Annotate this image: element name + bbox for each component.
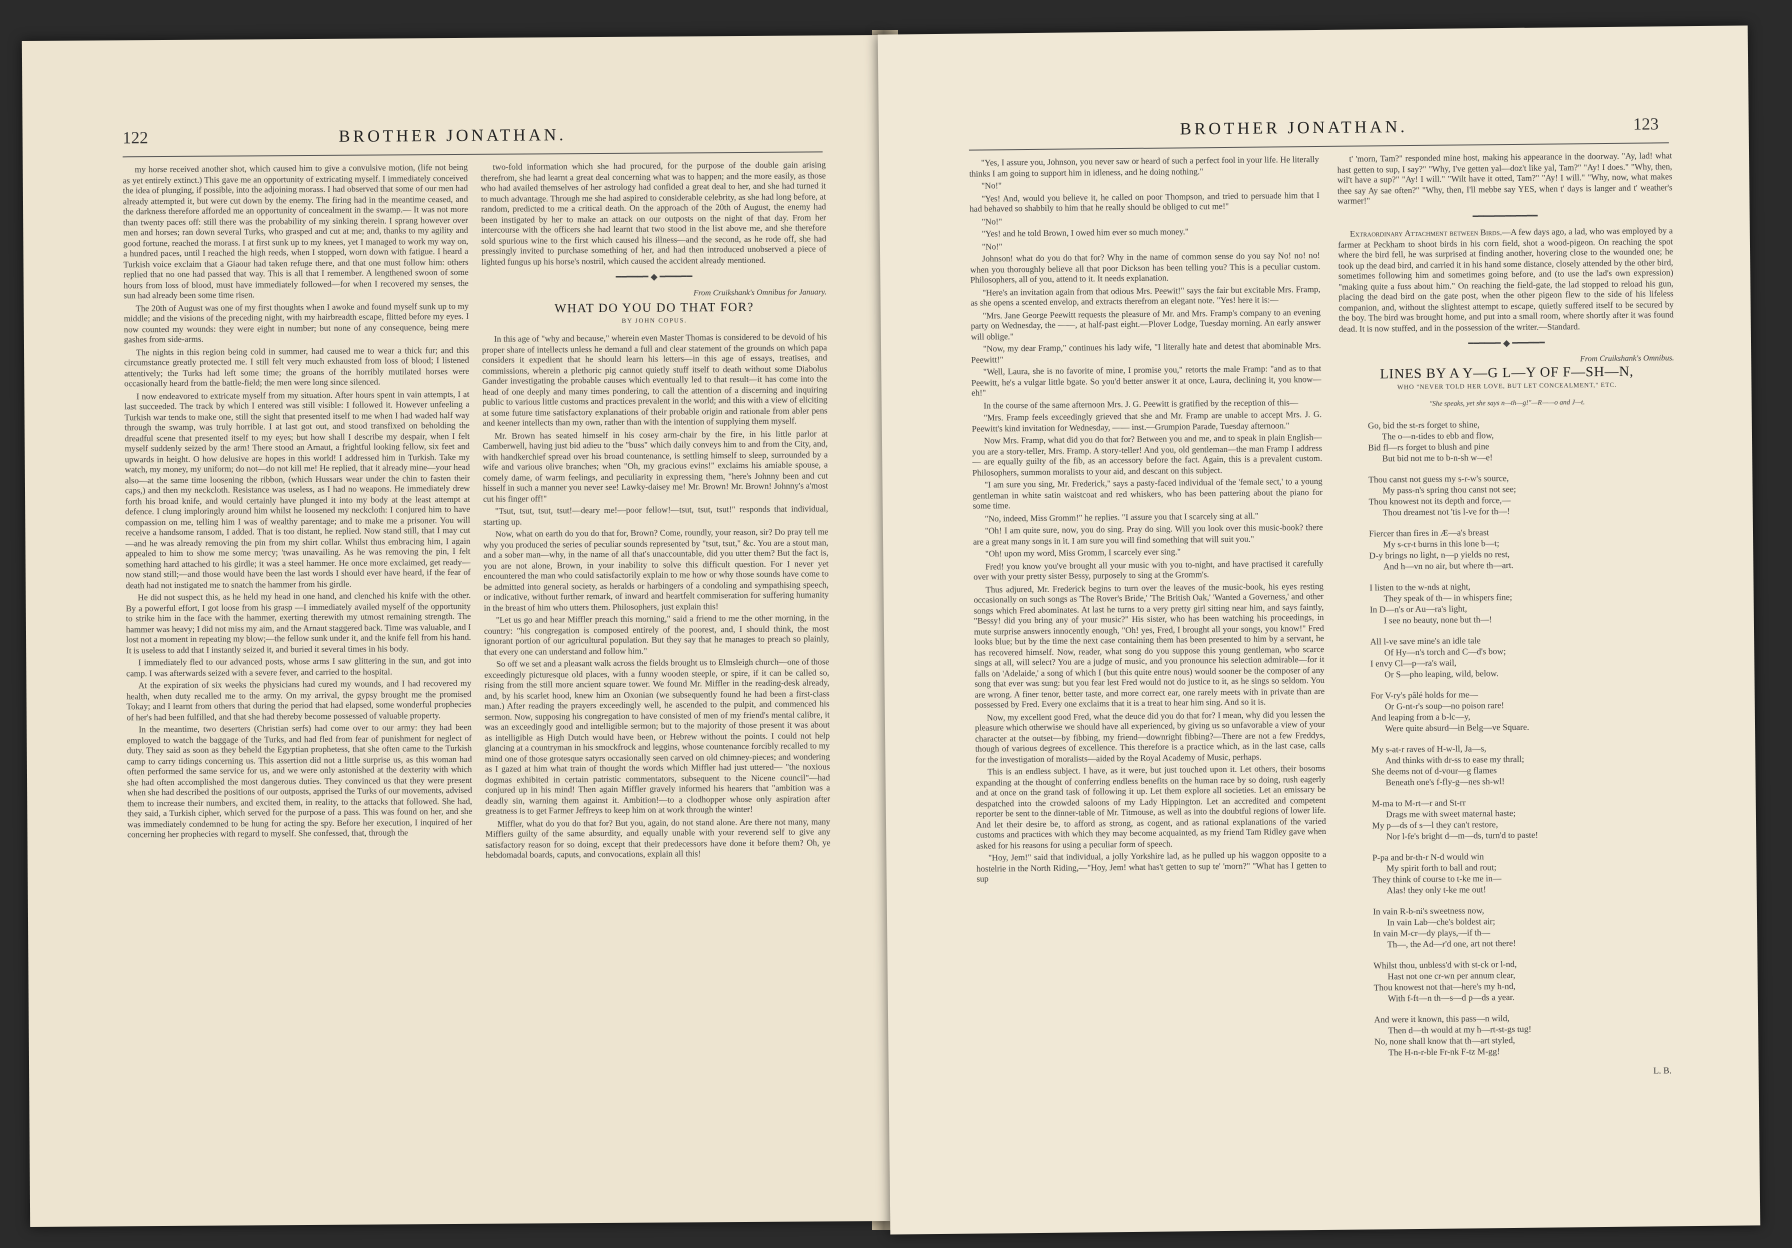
poem-line: Thou dreamest not 'tis l-ve for th—! [1382,505,1510,517]
right-header [879,113,1749,150]
article-title: WHAT DO YOU DO THAT FOR? [554,299,755,316]
poem-line: Or S—pho leaping, wild, below. [1384,667,1499,679]
poem-source: From Cruikshank's Omnibus. [1580,352,1675,363]
ornament-divider: ━━━━━━━━━━━━ [1472,210,1538,221]
poem-stanza [1369,579,1676,626]
paragraph: "Oh! I am quite sure, now, you do sing. Pray do sing. Will you look over this music-book? there are a great many songs in it. I am sure you will find something that will suit you." [972,521,1323,547]
poem-line: In vain M-cr—dy plays,—if th— [1373,926,1491,938]
paragraph: t' 'morn, Tam?" responded mine host, making his appearance in the doorway. "Ay, lad! what hast getten to sup, I say?" "Why, I've getten yal—doz't like yal, Tam?" "Ay! I does." "Why, then, wil't have a sup?" "Ay! I will." "Wilt have it otted, Tam?" "Ay! I will." "Why, now, what makes thee say Ay sae often?" "Why, then, I'll mebbe say YES, when t' days is langer and t' weather's warmer!" [1337,150,1673,206]
paragraph: Johnson! what do you do that for? Why in the name of common sense do you say No! no! no! when you thoroughly believe all that poor Dickson has been telling you? This is a peculiar custom. Philosophers, all of you, attend to it. It needs explanation. [970,249,1321,285]
paragraph: In the meantime, two deserters (Christian serfs) had come over to our army: they had been employed to watch the baggage of the Turks, and had fled from fear of punishment for neglect of duty. They said as soon as they beheld the Egyptian prophetess, that she often came to the Turkish camp to carry tidings concerning us. This assertion did not a little surprise us, as this woman had often performed the same service for us, and we were only astonished at the dexterity with which she had often accomplished the most dangerous duties. They convinced us that they were present when she had described the positions of our outposts, apprised the Turks of our movements, advised them to increase their numbers, and excited them, in reality, to the attacks that followed. She had, they said, a Turkish cipher, which served for the purpose of a pass. This was found on her, and she was immediately condemned to be hung for acting the spy. Before her execution, I inquired of her concerning her prophecies with regard to myself. She confessed, that, through the [126,721,473,840]
paragraph: "No!" [981,240,1003,252]
birds-paragraph [1338,225,1674,334]
poem-line: Of Hy—n's torch and C—d's bow; [1384,645,1506,657]
poem-line: My s-at-r raves of H-w-ll, Ja—s, [1371,742,1487,754]
birds-text: —A few days ago, a lad, who was employed by a farmer at Peckham to shoot birds in his corn field, shot a wood-pigeon. On reaching the spot where the bird fell, he was surprised at finding another, hovering close to the wounded one; he took up the dead bird, and carried it in his hand some distance, closely attended by the other bird, sometimes following him and sometimes going before, and (to use the lad's own expression) "making quite a fuss about him." On reaching the field-gate, the lad stopped to reload his gun, placing the dead bird on the gate post, when the other pigeon flew to the side of his lifeless companion, and, without the slightest attempt to escape, quietly suffered itself to be secured by the boy. The bird was brought home, and put into a small room, where shortly after it was found dead. It is now stuffed, and in the possession of the writer.—Standard. [1337,225,1674,334]
poem-line: Th—, the Ad—r'd one, art not there! [1387,937,1516,949]
poem-line: And thinks with dr-ss to ease my thrall; [1385,753,1525,765]
poem-line: For V-ry's pâlé holds for me— [1370,688,1479,700]
paragraph: Thus adjured, Mr. Frederick begins to turn over the leaves of the music-book, his eyes resting occasionally on such songs as 'The Rover's Bride,' 'The British Oak,' 'Wanted a Governess,' and other songs which Fred abominates. At last he turns to a very pretty girl sitting near him, and says faintly, "Bessy! did you bring any of your music?" His sister, who has been watching his proceedings, in mute surprise answers innocently enough, "Oh! yes, Fred, I brought all your songs, you know!" Fred looks blue; but by the time the next case containing them has been presented to him by a servant, he has recovered himself. Now, reader, what song do you suppose this young gentleman, who scarce sings at all, will select? You are a judge of music, and you pronounce his selection admirable—for it falls on 'Adelaide,' a song of which I (but this quite entre nous) would sooner be the composer of any song that ever was sung: but you fear lest Fred would not do justice to it, as he sings so seldom. You are wrong. A finer tenor, better taste, and more correct ear, one rarely meets with in private than are possessed by Fred. Every one exclaims that it is a treat to hear him sing. And so it is. [973,580,1325,710]
poem-line: And h—vn no air, but where th—art. [1383,559,1514,571]
poem-line: They speak of th— in whispers fine; [1383,591,1513,603]
ornament-divider: ━━━━━━ ◆ ━━━━━━ [1468,337,1545,349]
paragraph: This is an endless subject. I have, as it were, but just touched upon it. Let others, their bosoms expanding at the thought of conferring endless benefits on the human race by so doing, rush eagerly and at once on the grand task of following it up. Let them explore all societies. Let an emissary be despatched into the crowded saloons of my Lady Hippington. Let an accredited and competent reporter be sent to the dinner-table of Mr. Titmouse, as well as into the doubtful regions of lower life. And let their desire be, to afford as strong, as cogent, and as rational explanations of the varied customs and practices with which they may become acquainted, as my friend Tam Ridley gave when asked for his reasons for using a peculiar form of speech. [975,762,1327,851]
poem-epigraph: "She speaks, yet she says n—th—g!"—R——o and J—t. [1429,398,1585,408]
right-page-number: 123 [1633,114,1659,134]
birds-heading: Extraordinary Attachment between Birds. [1349,227,1503,239]
poem-line: I see no beauty, none but th—! [1383,613,1493,625]
poem-line: P-pa and br-th-r N-d would win [1372,850,1484,862]
paragraph: "Mrs. Jane George Peewitt requests the pleasure of Mr. and Mrs. Framp's company to an evening party on Wednesday, the ——, at half-past eight.—Plover Lodge, Tuesday morning. An early answer will oblige." [970,306,1321,342]
article-byline: BY JOHN COPUS. [621,316,687,325]
paragraph: Now, what on earth do you do that for, Brown? Come, roundly, your reason, sir? Do pray tell me why you produced the series of peculiar sounds represented by "tsut, tsut," &c. You are a stout man, and a sober man—why, in the name of all that's unaccountable, did you utter them? But the fact is, you are not alone, Brown, in your inability to solve this difficult question. For I never yet encountered the man who could satisfactorily explain to me how or why those sounds have come to be admitted into general society, as heralds or harbingers of a condoling and sympathising speech, or indicative, without further remark, of inward and heartfelt commiseration for suffering humanity in the breast of him who utters them. Philosophers, just explain this! [483,526,829,613]
poem-line: Bid fl—rs forget to blush and pine [1368,440,1490,452]
poem-line: My pass-n's spring thou canst not see; [1382,483,1517,495]
poem-stanza [1373,903,1680,950]
right-running-head: BROTHER JONATHAN. [1179,117,1408,139]
paragraph: "Yes, I assure you, Johnson, you never saw or heard of such a perfect fool in your life. He literally thinks I am going to support him in idleness, and he doing nothing." [969,153,1320,179]
poem-line: No, none shall know that th—art styled, [1374,1034,1516,1046]
poem-line: But bid not me to b-n-sh w—e! [1382,451,1493,463]
article-source: From Cruikshank's Omnibus for January. [693,286,827,297]
poem-stanza [1372,795,1679,842]
poem-line: Or G-nt-r's soup—no poison rare! [1384,699,1505,711]
poem-line: Thou knowest not its depth and force,— [1368,494,1511,506]
right-column-2 [1337,150,1683,1203]
poem-line: Nor l-fe's bright d—m—ds, turn'd to paste! [1386,829,1539,841]
poem-line: I envy Cl—p—ra's wail, [1370,657,1457,668]
poem-line: Then d—th would at my h—rt-st-gs tug! [1388,1023,1532,1035]
poem-line: Go, bid the st-rs forget to shine, [1367,418,1480,430]
paragraph: Now, my excellent good Fred, what the deuce did you do that for? I mean, why did you lessen the pleasure which otherwise we should have all experienced, by giving us so unfavorable a view of your character at the outset—by fibbing, my friend—downright fibbing?—There are not a few Freddys, though of various degrees of excellence. This therefore is a practice which, as in the last case, calls for the investigation of moralists—aided by the Royal Academy of Music, perhaps. [974,708,1326,765]
paragraph: "Hoy, Jem!" said that individual, a jolly Yorkshire lad, as he pulled up his waggon opposite to a hostelrie in the North Riding,—"Hoy, Jem! what has't getten to sup te' 'morn?" "What has I getten to sup [976,848,1327,884]
paragraph: "Tsut, tsut, tsut, tsut!—deary me!—poor fellow!—tsut, tsut, tsut!" responds that individual, starting up. [483,503,829,527]
paragraph: Now Mrs. Framp, what did you do that for? Between you and me, and to speak in plain English—you are a story-teller, Mrs. Framp. A story-teller! And you, old gentleman—the man Framp I address— are equally guilty of the fib, as an accessory before the fact. Again, this is a prevalent custom. Philosophers, summon moralists to your aid, and descant on this subject. [972,431,1323,478]
paragraph: "Well, Laura, she is no favorite of mine, I promise you," retorts the male Framp: "and as to that Peewitt, he's a vulgar little bgate. So you'd better answer it at once, Laura, declining it, you know—eh!" [971,362,1322,398]
right-page [878,25,1761,1234]
poem-title: LINES BY A Y—G L—Y OF F—SH—N, [1379,364,1634,383]
paragraph: two-fold information which she had procured, for the purpose of the double gain arising therefrom, she had learnt a great deal concerning what was to happen; and the more easily, as those who had availed themselves of her astrology had confided a great deal to her, and she had turned it to much advantage. Through me she had aspired to considerable celebrity, as she had long before, at random, predicted to me a critical death. On the approach of the 20th of August, the enemy had been instigated by her to make an attack on our outposts on the night of that day. From her intercourse with the officers she had learnt that two stood in the list above me, and she therefore sold spurious wine to the first which caused his illness—and the second, as he rode off, she had pressingly invited to purchase something of her, and had then introduced unobserved a piece of lighted fungus up his horse's nostril, which caused the accident already mentioned. [480,159,827,267]
poem-stanza [1372,849,1679,896]
paragraph: "Mrs. Framp feels exceedingly grieved that she and Mr. Framp are unable to accept Mrs. J. G. Peewitt's kind invitation for Wednesday, —— inst.—Grumpion Parade, Tuesday afternoon." [971,408,1322,434]
paragraph: "No!" [981,215,1003,227]
poem-line: In vain R-b-ni's sweetness now, [1372,904,1485,916]
paragraph: "Now, my dear Framp," continues his lady wife, "I literally hate and detest that abominable Mrs. Peewitt!" [971,339,1322,365]
paragraph: Miffler, what do you do that for? But you, again, do not stand alone. Are there not many, many Mifflers guilty of the same absurdity, and equally unable with your reverend self to give any satisfactory reason for so doing, except that their predecessors have done it before them? Oh, ye hebdomadal boards, caputs, and convocations, explain all this! [485,815,831,860]
left-column-1 [123,162,475,1204]
poem-line: The o—n-tides to ebb and flow, [1381,429,1494,441]
poem-stanza [1371,687,1678,734]
paragraph: "No!" [981,180,1002,191]
poem-line: Were quite absurd—in Belg—ve Square. [1384,721,1530,733]
ornament-divider: ━━━━━━ ◆ ━━━━━━ [615,271,693,282]
poem-line: Beneath one's f-fly-g—nes sh-wl! [1385,775,1505,787]
paragraph: "Oh! upon my word, Miss Gromm, I scarcely ever sing." [985,546,1181,559]
paragraph: In this age of "why and because," wherein even Master Thomas is considered to be devoid of his proper share of intellects unless he demand a full and clear statement of the grounds on which papa considers it expedient that he should learn his letters—in this age of essays, treatises, and commissions, wherein a plethoric pig cannot quietly stuff itself to death without some Diabolus Gander investigating the probable causes which eventually led to that result—it has come into the head of one deeply and many times pondering, to call the attention of a discerning and inquiring public to various little customs and practices prevalent in the world; and this with a view of eliciting at some future time satisfactory explanations of their probable origin and rationale from abler pens and keener intellects than my own, rather than with the intention of supplying them myself. [481,331,828,428]
poem-stanza [1371,741,1678,788]
paragraph: "Here's an invitation again from that odious Mrs. Peewit!" says the fair but excitable Mrs. Framp, as she opens a scented envelop, and extracts therefrom an elegant note. "Yes! here it is:— [970,283,1321,308]
right-column-1 [969,154,1330,1208]
paragraph: "Let us go and hear Miffler preach this morning," said a friend to me the other morning, in the country: "his congregation is composed entirely of the poorest, and, I should think, the most ignorant portion of our agricultural population. But they say that he manages to preach so plainly, that every one can understand and follow him." [483,612,830,657]
paragraph: He did not suspect this, as he held my head in one hand, and clenched his knife with the other. By a powerful effort, I got loose from his grasp —I immediately availed myself of the opportunity to strike him in the face with the hammer, exerting therewith my utmost remaining strength. The hammer was heavy; I did not miss my aim, and the Arnaut staggered back. Time was valuable, and I lost not a moment in repeating my blow;—the fellow sunk under it, and the knife fell from his hand. It is useless to add that I instantly seized it, and buried it several times in his body. [125,589,472,655]
paragraph: "I am sure you sing, Mr. Frederick," says a pasty-faced individual of the 'female sect,' to a young gentleman in white satin waistcoat and red whiskers, who has been pattering about the piano for some time. [972,475,1323,511]
poem-line: Thou canst not guess my s-r-w's source, [1368,472,1509,484]
poem-stanza [1373,957,1680,1004]
paragraph: In the course of the same afternoon Mrs. J. G. Peewitt is gratified by the reception of this— [983,396,1299,410]
paragraph: At the expiration of six weeks the physicians had cured my wounds, and I had recovered my health, when duty recalled me to the army. On my arrival, the gypsy brought me the promised Tokay; and I learnt from others that during the period that had elapsed, some wonderful prophecies of her's had been fulfilled, and that she had thereby become possessed of valuable property. [126,677,472,722]
paragraph: I now endeavored to extricate myself from my situation. After hours spent in vain attempts, I at last succeeded. The track by which I entered was still visible: I followed it. However unfeeling a Turkish war tends to make one, still the sight that presented itself to me when I had waded half way through the swamp, was truly horrible. I at last got out, and stood transfixed on beholding the dreadful scene that presented itself to my eyes; but how shall I describe my despair, when I felt myself suddenly seized by the arm! There stood an Arnaut, a frightful looking fellow, six feet and upwards in height. O how delusive are hopes in this world! I addressed him in Turkish. Take my watch, my money, my uniform; do not—do not kill me! He replied, that it already mine—your head also—at the same time loosening the ribbon, (which Hussars wear under the chin to fasten their caps,) and then my neckcloth. Resistance was useless, as I had no weapons. He immediately drew forth his broad knife, and would certainly have plunged it into my body at the least attempt at defence. I clung imploringly around him whilst he loosened my neckcloth: I conjured him to have compassion on me, telling him I was of wealthy parentage; and to make me a prisoner. You will receive a handsome ransom, I added. That is too distant, he replied. Now stand still, that I may cut—and he was already removing the pin from my shirt collar. Whilst thus embracing him, I again appealed to him to show me some mercy; 'twas unavailing. As he was removing the pin, I felt something hard attached to his girdle; it was a steel hammer. He once more exclaimed, get ready—now stand still;—and those would have been the last words I should ever have heard, if the fear of death had not instigated me to snatch the hammer from his girdle. [124,388,471,590]
poem-line: My spirit forth to ball and rout; [1386,861,1497,873]
poem-line: Fiercer than fires in Æ—a's breast [1368,526,1490,538]
poem-line: They think of course to t-ke me in— [1372,872,1502,884]
poem-line: She deems not of d-vour—g flames [1371,764,1497,776]
poem-signature: L. B. [1653,1064,1672,1076]
left-page [22,35,890,1227]
left-running-head: BROTHER JONATHAN. [338,125,567,146]
poem-line: Hast not one cr-wn per annum clear, [1387,969,1516,981]
paragraph: The 20th of August was one of my first thoughts when I awoke and found myself sunk up to my middle; and the visions of the preceding night, with my hairbreadth escape, flitted before my eyes. I now counted my wounds: they were eight in number; but none of any consequence, being mere gashes from side-arms. [123,300,469,345]
poem-line: Thou knowest not that—here's my h-nd, [1373,980,1516,992]
poem-line: And were it known, this pass—n wild, [1374,1012,1510,1024]
poem-line: D-y brings no light, n—p yields no rest, [1369,548,1510,560]
poem-subtitle: WHO "NEVER TOLD HER LOVE, BUT LET CONCEALMENT," ETC. [1397,381,1617,391]
poem-line: My s-cr-t burns in this lone b—t; [1383,537,1500,549]
left-page-number: 122 [122,128,149,148]
paragraph: "Yes! And, would you believe it, he called on poor Thompson, and tried to persuade him that I had behaved so shabbily to him that he really should be obliged to cut me!" [969,189,1320,214]
poem-line: In D—n's or Au—ra's light, [1369,602,1468,614]
poem-stanza [1368,471,1675,518]
poem-line: In vain Lab—che's boldest air; [1387,915,1496,927]
paragraph: my horse received another shot, which caused him to give a convulsive motion, (life not being as yet entirely extinct.) This gave me an opportunity of extricating myself. I immediately conceived the idea of plunging, if possible, into the adjoining morass. I had observed that some of our men had already attempted it, but were cut down by the enemy. The firing had in the meantime ceased, and the darkness therefore afforded me an opportunity of concealment in the swamp.— It was not more than twenty paces off: still there was the probability of my sinking therein. I sprang however over men and horses; ran down several Turks, who grasped and cut at me; and, thanks to my agility and good fortune, reached the morass. I at first sunk up to my knees, yet I managed to work my way on, a hundred paces, until I reached the high reeds, when I stopped, worn down with fatigue. I heard a Turkish voice exclaim that a Giaour had taken refuge there, and that one must follow him: others replied that no one had passed that way. This is all that I remember. A lengthened swoon of some hours from loss of blood, must have immediately followed—for when I recovered my senses, the sun had already been some time risen. [122,161,469,301]
poem-stanza [1368,417,1675,464]
paragraph: "No, indeed, Miss Gromm!" he replies. "I assure you that I scarcely sing at all." [984,510,1259,523]
poem-stanza [1369,525,1676,572]
poem-line: The H-n-r-ble Fr-nk F-tz M-gg! [1388,1045,1501,1057]
paragraph: So off we set and a pleasant walk across the fields brought us to Elmsleigh church—one of those exceedingly picturesque old places, with a funny wooden steeple, or spire, if it can be called so, rising from the still more ancient square tower. We found Mr. Miffler in the reading-desk already, and, by his scarlet hood, knew him an Oxonian (we subsequently found he had been a first-class man.) After reading the prayers exceedingly well, he ascended to the pulpit, and commenced his sermon. Now, supposing his congregation to have consisted of men of my friend's mental calibre, it was an exceedingly good and intelligible sermon; but to the majority of those present it was about as intelligible as High Dutch would have been, or Hebrew without the points. I could not help glancing at a countryman in his smockfrock and leggins, whose countenance forcibly recalled to my mind one of those grotesque satyrs occasionally seen carved on old chimney-pieces; and wondering as I gazed at him what train of thought the words which Miffler had just uttered— "the noxious dogmas exhibited in certain patristic commentators, subsequent to the Nicene council"—had conjured up in his mind! Then again Miffler gravely informed his hearers that "ambition was a deadly sin, warning them against it. Ambition!—to a clodhopper whose only aspiration after greatness is to get Farmer Jeffreys to keep him on at work through the winter! [484,656,831,816]
poem-line: With f-ft—n th—s—d p—ds a year. [1387,991,1515,1003]
poem-line: M-ma to M-rt—r and St-rr [1371,796,1466,808]
paragraph: "Yes! and he told Brown, I owed him ever so much money." [981,226,1189,239]
poem-line: And leaping from a b-lc—y, [1370,710,1471,722]
paragraph: I immediately fled to our advanced posts, whose arms I saw glittering in the sun, and got into camp. I was afterwards seized with a severe fever, and carried to the hospital. [126,654,472,678]
poem-line: Whilst thou, unbless'd with st-ck or l-nd, [1373,958,1517,970]
paragraph: The nights in this region being cold in summer, had caused me to wear a thick fur; and this circumstance greatly protected me. I still felt very much exhausted from loss of blood; I listened attentively; the Turks had left some time; the groans of the horribly mutilated horses were occasionally heard from the battle-field; the men were long since silenced. [124,344,470,389]
left-column-2 [481,159,833,1201]
poem-stanza [1370,633,1677,680]
paragraph: Mr. Brown has seated himself in his cosey arm-chair by the fire, in his little parlor at Camberwell, having just bid adieu to the "buss" which daily conveys him to and from the City, and, with handkerchief spread over his broad countenance, is settling himself to sleep, surrounded by a wife and various olive branches; when "Oh, my gracious evins!" exclaims his amiable spouse, a comely dame, of warm feelings, and peculiarity in expressing them, "here's Johnny been and cut hisself in such a manner you never see! Lawky-daisey me! Mr. Brown! Mr. Brown! Johnny's a'most cut his finger off!" [482,427,829,504]
poem-line: All l-ve save mine's an idle tale [1370,634,1481,646]
poem-line: I listen to the w-nds at night, [1369,580,1471,592]
poem-line: My p—ds of s—l they can't restore, [1371,818,1499,830]
poem-line: Alas! they only t-ke me out! [1386,883,1487,895]
poem-stanza [1374,1011,1681,1058]
poem-line: Drags me with sweet maternal haste; [1385,807,1516,819]
paragraph: Fred! you know you've brought all your music with you to-night, and have practised it carefully over with your pretty sister Bessy, purposely to sing at the Gromm's. [973,557,1324,582]
